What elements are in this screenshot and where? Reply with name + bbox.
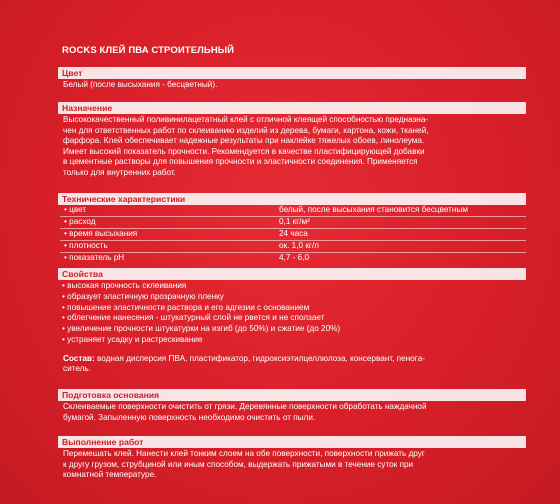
spec-key: • показатель pH	[64, 253, 125, 262]
section-header-work: Выполнение работ	[58, 436, 526, 448]
table-row	[60, 217, 526, 229]
section-properties	[58, 268, 526, 375]
spec-key: • расход	[64, 217, 96, 226]
table-row	[60, 253, 526, 264]
purpose-line: Имеет высокий показатель прочности. Рекомендуется в качестве пластифицирующей добавки	[63, 146, 425, 156]
spec-value: белый, после высыхания становится бесцветным	[279, 205, 468, 214]
section-specs	[58, 193, 526, 264]
purpose-line: фарфора. Клей обеспечивает надежные результаты при наклейке тяжелых обоев, линолеума.	[63, 136, 425, 146]
section-header-properties: Свойства	[58, 268, 526, 280]
section-purpose	[58, 102, 526, 179]
section-preparation	[58, 389, 526, 423]
purpose-line: только для внутренних работ.	[63, 167, 176, 177]
specs-table	[58, 205, 526, 264]
section-header-specs: Технические характеристики	[58, 193, 526, 205]
table-row	[60, 241, 526, 253]
section-color	[58, 67, 526, 91]
composition	[58, 346, 526, 375]
list-item: • увеличение прочности штукатурки на изгиб (до 50%) и сжатие (до 20%)	[62, 324, 341, 334]
work-text	[58, 448, 526, 481]
preparation-text	[58, 401, 526, 423]
section-work	[58, 436, 526, 481]
table-row	[60, 205, 526, 217]
product-title: ROCKS КЛЕЙ ПВА СТРОИТЕЛЬНЫЙ	[62, 45, 235, 56]
list-item: • образует эластичную прозрачную пленку	[62, 291, 224, 301]
spec-value: 24 часа	[279, 229, 308, 238]
work-line: комнатной температуре.	[63, 470, 157, 480]
spec-value: ок. 1,0 кг/л	[279, 241, 319, 250]
properties-list	[58, 280, 526, 346]
list-item: • повышение эластичности раствора и его адгезии с основанием	[62, 302, 310, 312]
section-header-color: Цвет	[58, 67, 526, 79]
spec-key: • плотность	[64, 241, 108, 250]
composition-label: Состав:	[63, 353, 95, 363]
preparation-line: бумагой. Запыленную поверхность необходимо очистить от пыли.	[63, 412, 316, 422]
composition-line	[63, 354, 526, 365]
spec-value: 4,7 - 6,0	[279, 253, 310, 262]
work-line: Перемешать клей. Нанести клей тонким слоем на обе поверхности, поверхности прижать друг	[63, 449, 425, 458]
purpose-line: Высококачественный поливинилацетатный клей с отличной клеящей способностью предназна-	[63, 115, 429, 124]
color-text: Белый (после высыхания - бесцветный).	[63, 80, 218, 89]
list-item: • устраняет усадку и растрескивание	[62, 334, 203, 344]
purpose-line: чен для ответственных работ по склеиванию изделий из дерева, бумаги, картона, кожи, тканей,	[63, 125, 429, 135]
composition-line: ситель.	[63, 364, 91, 374]
list-item: • облегчение нанесения - штукатурный слой не рвется и не сползает	[62, 313, 325, 323]
spec-value: 0,1 кг/м²	[279, 217, 310, 226]
section-header-preparation: Подготовка основания	[58, 389, 526, 401]
preparation-line: Склеиваемые поверхности очистить от грязи. Деревянные поверхности обработать наждачной	[63, 402, 427, 411]
work-line: к другу грузом, струбциной или иным способом, выдержать прижатыми в течение суток при	[63, 459, 414, 469]
purpose-line: в цементные растворы для повышения прочности и эластичности соединения. Применяется	[63, 157, 418, 167]
spec-key: • время высыхания	[64, 229, 138, 238]
section-header-purpose: Назначение	[58, 102, 526, 114]
spec-key: • цвет	[64, 205, 87, 214]
composition-text: водная дисперсия ПВА, пластификатор, гидроксиэтилцеллюлоза, консервант, пеногa-	[94, 353, 426, 363]
purpose-text	[58, 114, 526, 179]
table-row	[60, 229, 526, 241]
list-item: • высокая прочность склеивания	[62, 281, 187, 290]
